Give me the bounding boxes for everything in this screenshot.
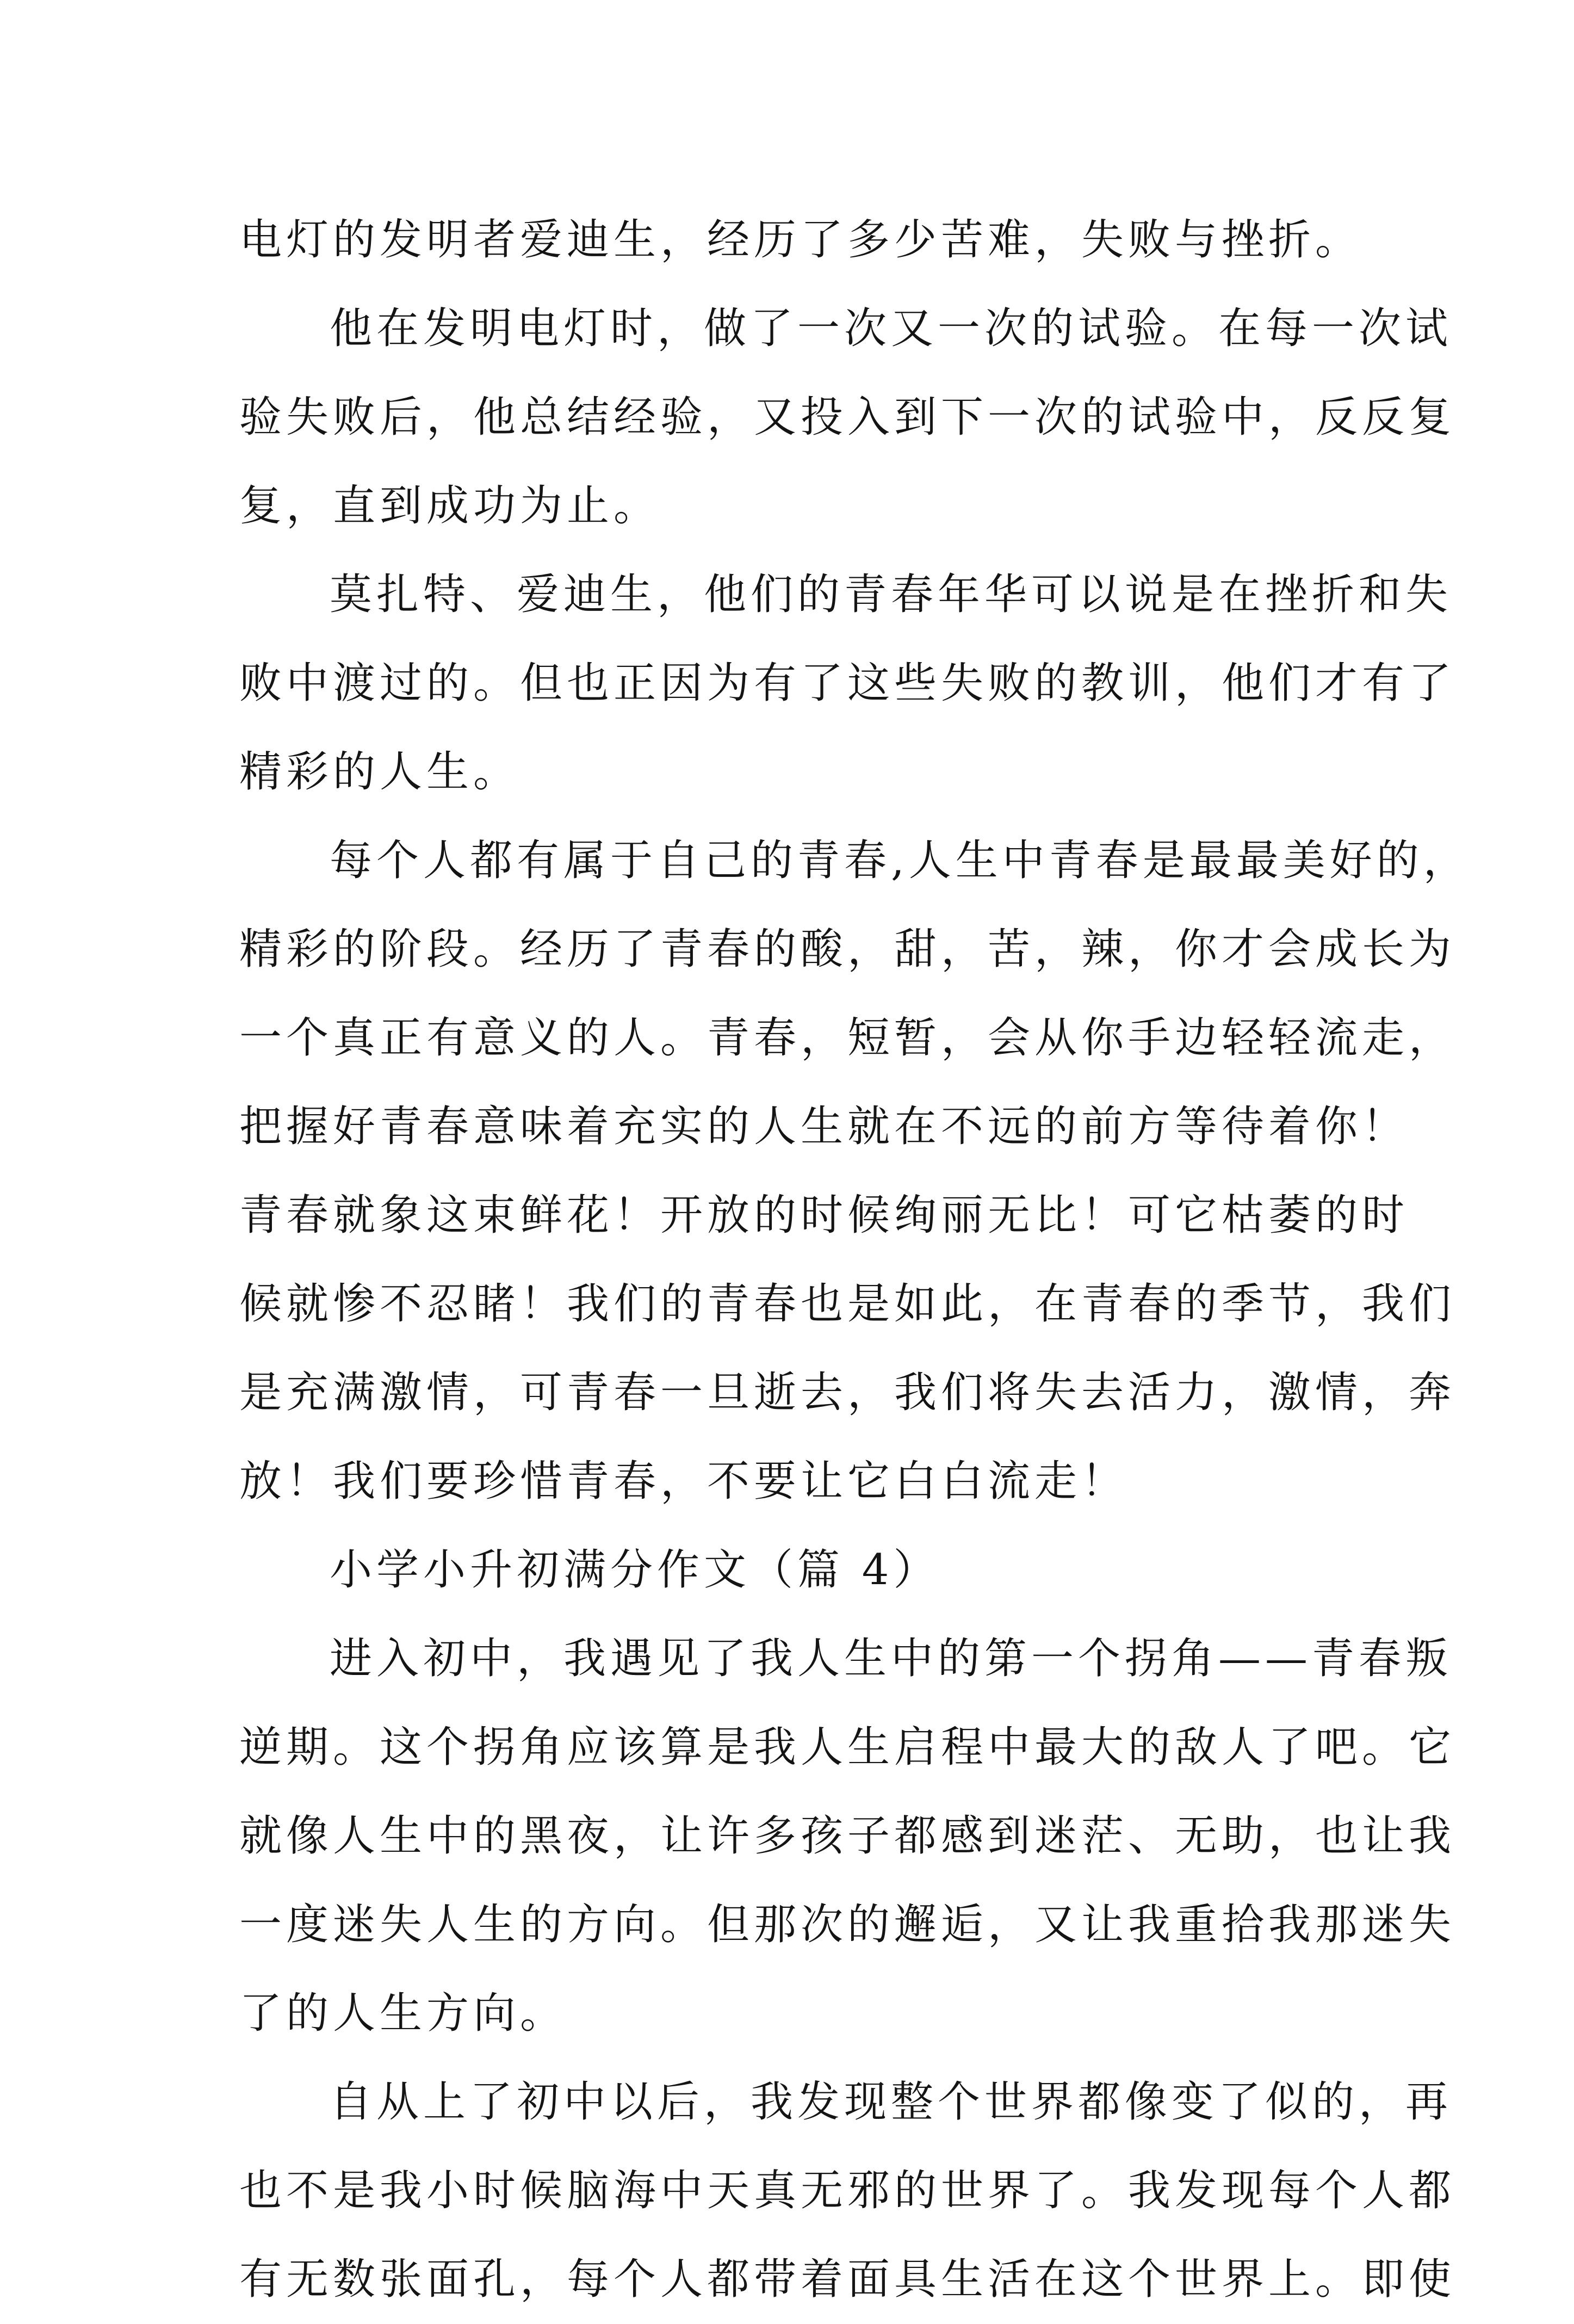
text-line: 精彩的人生。 <box>239 747 520 796</box>
text-line: 精彩的阶段。经历了青春的酸，甜，苦，辣，你才会成长为 <box>239 925 1456 974</box>
text-line: 有无数张面孔，每个人都带着面具生活在这个世界上。即使 <box>239 2255 1456 2304</box>
text-line: 莫扎特、爱迪生，他们的青春年华可以说是在挫折和失 <box>330 570 1453 619</box>
text-line: 电灯的发明者爱迪生，经历了多少苦难，失败与挫折。 <box>239 215 1362 264</box>
text-line: 把握好青春意味着充实的人生就在不远的前方等待着你！ <box>239 1102 1409 1151</box>
text-line: 验失败后，他总结经验，又投入到下一次的试验中，反反复 <box>239 393 1456 442</box>
text-line: 自从上了初中以后，我发现整个世界都像变了似的，再 <box>330 2078 1453 2127</box>
text-line: 逆期。这个拐角应该算是我人生启程中最大的敌人了吧。它 <box>239 1723 1456 1772</box>
text-line: 一个真正有意义的人。青春，短暂，会从你手边轻轻流走， <box>239 1013 1456 1062</box>
text-line: 了的人生方向。 <box>239 1989 567 2038</box>
section-heading: 小学小升初满分作文（篇 4） <box>330 1546 940 1594</box>
text-line: 就像人生中的黑夜，让许多孩子都感到迷茫、无助，也让我 <box>239 1812 1456 1861</box>
text-line: 候就惨不忍睹！我们的青春也是如此，在青春的季节，我们 <box>239 1280 1456 1328</box>
text-line: 进入初中，我遇见了我人生中的第一个拐角——青春叛 <box>330 1634 1453 1683</box>
text-line: 青春就象这束鲜花！开放的时候绚丽无比！可它枯萎的时 <box>239 1191 1409 1240</box>
text-line: 也不是我小时候脑海中天真无邪的世界了。我发现每个人都 <box>239 2166 1456 2215</box>
text-line: 放！我们要珍惜青春，不要让它白白流走！ <box>239 1457 1129 1506</box>
text-line: 一度迷失人生的方向。但那次的邂逅，又让我重拾我那迷失 <box>239 1900 1456 1949</box>
body-text <box>239 196 1470 2324</box>
text-line: 是充满激情，可青春一旦逝去，我们将失去活力，激情，奔 <box>239 1368 1456 1417</box>
text-line: 复，直到成功为止。 <box>239 481 661 530</box>
text-line: 每个人都有属于自己的青春,人生中青春是最最美好的， <box>330 836 1470 885</box>
text-line: 他在发明电灯时，做了一次又一次的试验。在每一次试 <box>330 304 1453 353</box>
text-line: 败中渡过的。但也正因为有了这些失败的教训，他们才有了 <box>239 659 1456 708</box>
